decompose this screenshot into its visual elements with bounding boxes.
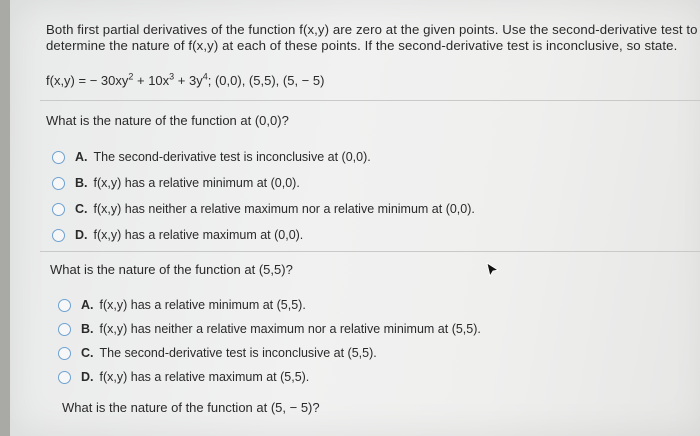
radio-button[interactable] — [58, 323, 71, 336]
option-letter: B. — [75, 176, 88, 190]
option-letter: A. — [75, 150, 88, 164]
question-3-text: What is the nature of the function at (5, − 5)? — [62, 400, 320, 415]
option-text: The second-derivative test is inconclusive at (0,0). — [93, 150, 371, 164]
radio-button[interactable] — [58, 299, 71, 312]
question-1-text: What is the nature of the function at (0,0)? — [46, 113, 289, 128]
divider — [40, 251, 700, 252]
q2-option-d[interactable] — [58, 370, 309, 384]
formula-part: ; (0,0), (5,5), (5, − 5) — [207, 73, 325, 88]
option-letter: A. — [81, 298, 94, 312]
option-text: f(x,y) has a relative minimum at (5,5). — [99, 298, 306, 312]
option-letter: B. — [81, 322, 94, 336]
option-text: f(x,y) has a relative maximum at (0,0). — [93, 228, 304, 242]
formula-part: + 3y — [174, 73, 203, 88]
option-letter: D. — [75, 228, 88, 242]
q1-option-a[interactable] — [52, 150, 371, 164]
option-text: f(x,y) has neither a relative maximum nor a relative minimum at (5,5). — [99, 322, 481, 336]
formula-exponent: 4 — [202, 71, 208, 82]
divider — [40, 100, 700, 101]
radio-button[interactable] — [52, 151, 65, 164]
option-letter: C. — [75, 202, 88, 216]
radio-button[interactable] — [52, 203, 65, 216]
option-text: The second-derivative test is inconclusive at (5,5). — [99, 346, 377, 360]
option-letter: D. — [81, 370, 94, 384]
option-text: f(x,y) has a relative minimum at (0,0). — [93, 176, 300, 190]
question-2-text: What is the nature of the function at (5,5)? — [50, 262, 293, 277]
q2-option-b[interactable] — [58, 322, 481, 336]
option-letter: C. — [81, 346, 94, 360]
mouse-cursor-icon — [486, 262, 500, 278]
option-text: f(x,y) has a relative maximum at (5,5). — [99, 370, 310, 384]
q2-option-a[interactable] — [58, 298, 306, 312]
formula-exponent: 2 — [128, 71, 134, 82]
q2-option-c[interactable] — [58, 346, 377, 360]
radio-button[interactable] — [52, 177, 65, 190]
radio-button[interactable] — [58, 347, 71, 360]
q1-option-d[interactable] — [52, 228, 303, 242]
question-panel — [10, 0, 700, 436]
formula-part: + 10x — [133, 73, 170, 88]
formula-part: f(x,y) = − 30xy — [46, 73, 129, 88]
option-text: f(x,y) has neither a relative maximum nor a relative minimum at (0,0). — [93, 202, 475, 216]
radio-button[interactable] — [58, 371, 71, 384]
problem-instructions: Both first partial derivatives of the function f(x,y) are zero at the given points. Use the second-derivative test to determine the nature of f(x,y) at each of these points. If the second-derivative test is inconclusive, so state. — [46, 22, 698, 53]
radio-button[interactable] — [52, 229, 65, 242]
q1-option-b[interactable] — [52, 176, 300, 190]
q1-option-c[interactable] — [52, 202, 475, 216]
function-formula — [46, 73, 324, 88]
formula-exponent: 3 — [169, 71, 175, 82]
